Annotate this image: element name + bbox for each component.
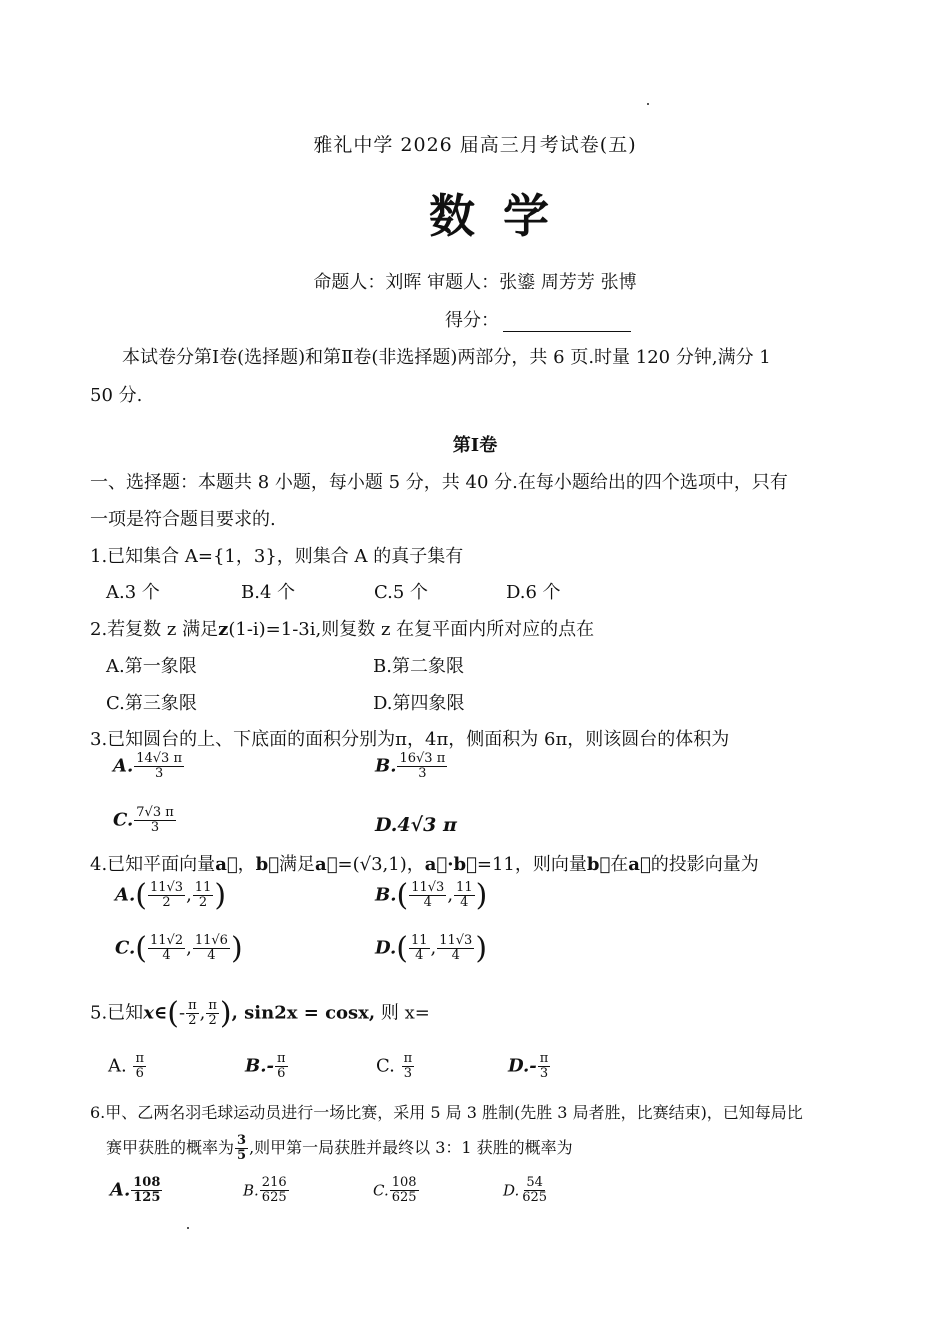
q2-option-d: D.第四象限 <box>373 693 465 714</box>
q5-option-a: A. $\frac{\pi}{6}$ <box>108 1051 145 1081</box>
q2-stem: 2.若复数 z 满足z(1-i)=1-3i,则复数 z 在复平面内所对应的点在 <box>90 619 595 640</box>
q6-option-b: B. $\frac{216}{625}$ <box>243 1175 287 1205</box>
q3-stem: 3.已知圆台的上、下底面的面积分别为π，4π，侧面积为 6π，则该圆台的体积为 <box>90 729 730 750</box>
scan-speck <box>187 1227 189 1229</box>
q3-option-c: C. $\frac{7√3 \pi}{3}$ <box>113 805 174 835</box>
q6-option-a: A. $\frac{108}{125}$ <box>110 1175 161 1205</box>
score-field <box>445 306 631 332</box>
q4-option-a: A.( $\frac{11√3}{2}$ , $\frac{11}{2}$ ) <box>115 878 227 913</box>
score-blank <box>503 313 631 332</box>
q6-option-c: C. $\frac{108}{625}$ <box>373 1175 417 1205</box>
subject-title: 数学 <box>429 189 577 243</box>
q1-stem: 1.已知集合 A={1，3}，则集合 A 的真子集有 <box>90 546 464 567</box>
q4-stem: 4.已知平面向量a⃗，b⃗满足a⃗=(√3,1)，a⃗·b⃗=11，则向量b⃗在a⃗的投影向量为 <box>90 854 759 875</box>
q4-option-b: B.( $\frac{11√3}{4}$ , $\frac{11}{4}$ ) <box>375 878 488 913</box>
q6-stem-line-2: 赛甲获胜的概率为 $\frac{3}{5}$ ,则甲第一局获胜并最终以 3：1 获胜的概率为 <box>106 1133 573 1163</box>
part-title: 第Ⅰ卷 <box>452 435 498 456</box>
score-label: 得分： <box>445 310 499 331</box>
q5-option-c: C. $\frac{\pi}{3}$ <box>376 1051 413 1081</box>
q3-option-b: B. $\frac{16√3 \pi}{3}$ <box>375 751 446 781</box>
intro-line-2: 50 分. <box>90 385 143 406</box>
section-instructions-1: 一、选择题：本题共 8 小题，每小题 5 分，共 40 分.在每小题给出的四个选项中，只有 <box>90 472 788 493</box>
q3-option-d: D.4√3 π <box>375 814 457 836</box>
q5-stem: 5.已知x∈(- $\frac{\pi}{2}$ , $\frac{\pi}{2}$ ), sin2x = cosx, 则 x= <box>90 996 430 1031</box>
q2-option-c: C.第三象限 <box>106 693 197 714</box>
intro-line-1: 本试卷分第Ⅰ卷(选择题)和第Ⅱ卷(非选择题)两部分，共 6 页.时量 120 分钟,满分 1 <box>122 347 771 368</box>
q2-option-a: A.第一象限 <box>106 656 197 677</box>
scan-speck <box>647 103 649 105</box>
q1-option-b: B.4 个 <box>241 582 296 603</box>
school-title: 雅礼中学 2026 届高三月考试卷(五) <box>313 134 637 156</box>
q6-option-d: D. $\frac{54}{625}$ <box>503 1175 548 1205</box>
q1-option-d: D.6 个 <box>506 582 561 603</box>
q1-option-c: C.5 个 <box>374 582 429 603</box>
q4-option-d: D.( $\frac{11}{4}$ , $\frac{11√3}{4}$ ) <box>375 931 488 966</box>
q2-option-b: B.第二象限 <box>373 656 464 677</box>
q6-stem-line-1: 6.甲、乙两名羽毛球运动员进行一场比赛，采用 5 局 3 胜制(先胜 3 局者胜，比赛结束)，已知每局比 <box>90 1103 803 1122</box>
q4-option-c: C.( $\frac{11√2}{4}$ , $\frac{11√6}{4}$ ) <box>115 931 243 966</box>
q5-option-d: D.- $\frac{\pi}{3}$ <box>508 1051 549 1081</box>
section-instructions-2: 一项是符合题目要求的. <box>90 509 276 530</box>
authors-line: 命题人：刘晖 审题人：张鎏 周芳芳 张博 <box>313 272 637 293</box>
q5-option-b: B.- $\frac{\pi}{6}$ <box>245 1051 286 1081</box>
q3-option-a: A. $\frac{14√3 \pi}{3}$ <box>113 751 183 781</box>
q1-option-a: A.3 个 <box>106 582 160 603</box>
